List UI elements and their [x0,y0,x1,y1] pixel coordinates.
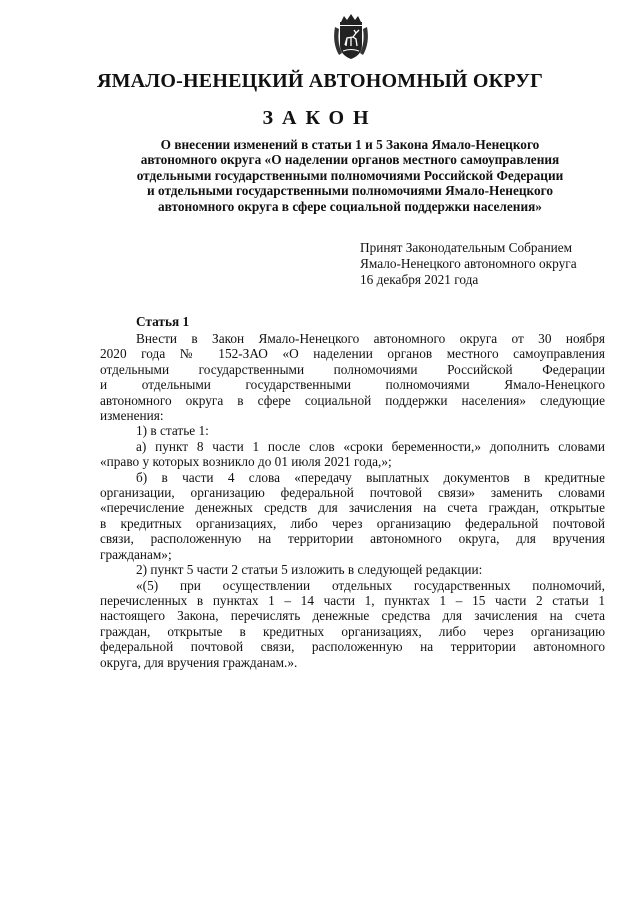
article-line: «перечисление денежных средств для зачисления на счета граждан, открытые [100,500,605,516]
subtitle-line: автономного округа «О наделении органов местного самоуправления [140,152,560,168]
subtitle-line: и отдельными государственными полномочиями Ямало-Ненецкого [146,183,553,199]
article-line: автономного округа в сфере социальной поддержки населения» следующие [100,392,605,408]
article-body [100,331,605,670]
region-title: ЯМАЛО-НЕНЕЦКИЙ АВТОНОМНЫЙ ОКРУГ [96,70,544,92]
article-line: и отдельными государственными полномочиями Ямало-Ненецкого [100,377,605,393]
article-line: связи, расположенную на территории автономного округа, для вручения [100,531,605,547]
subtitle-line: О внесении изменений в статьи 1 и 5 Закона Ямало-Ненецкого [160,137,540,152]
article-line: перечисленных в пунктах 1 – 14 части 1, пунктах 1 – 15 части 2 статьи 1 [100,592,605,608]
article-line: организации, организацию федеральной почтовой связи» заменить словами [100,485,605,501]
article-line: гражданам»; [100,546,172,562]
adoption-block [360,240,577,288]
subtitle-line: отдельными государственными полномочиями Российской Федерации [136,167,564,183]
article-line: б) в части 4 слова «передачу выплатных документов в кредитные [136,469,605,485]
adoption-date: 16 декабря 2021 года [360,272,479,287]
article-line: в кредитных организациях, либо через организацию федеральной почтовой [100,515,605,531]
article-line: изменения: [100,408,164,424]
article-line: 2) пункт 5 части 2 статьи 5 изложить в следующей редакции: [136,562,483,578]
article-title: Статья 1 [136,314,190,329]
article-line: отдельными государственными полномочиями Российской Федерации [100,361,605,377]
article-line: федеральной почтовой связи, расположенную на территории автономного [100,639,605,655]
article-line: а) пункт 8 части 1 после слов «сроки беременности,» дополнить словами [136,438,605,454]
article-line: Внести в Закон Ямало-Ненецкого автономного округа от 30 ноября [136,331,605,346]
article-line: «(5) при осуществлении отдельных государственных полномочий, [136,577,605,593]
adoption-line: Принят Законодательным Собранием [360,240,573,255]
article-line: 1) в статье 1: [136,423,209,439]
article-line: «право у которых возникло до 01 июля 2021 года,»; [100,454,392,470]
article-line: граждан, открытые в кредитных организациях, либо через организацию [100,623,605,639]
subtitle-line: автономного округа в сфере социальной поддержки населения» [158,198,542,214]
article-line: 2020 года № 152-ЗАО «О наделении органов местного самоуправления [100,346,605,362]
document-type-title: ЗАКОН [262,107,378,129]
article-line: настоящего Закона, перечислять денежные средства для зачисления на счета [100,608,605,624]
law-subtitle [100,137,600,214]
coat-of-arms-icon [331,13,371,61]
article-line: округа, для вручения гражданам.». [100,654,298,670]
adoption-line: Ямало-Ненецкого автономного округа [360,256,577,271]
